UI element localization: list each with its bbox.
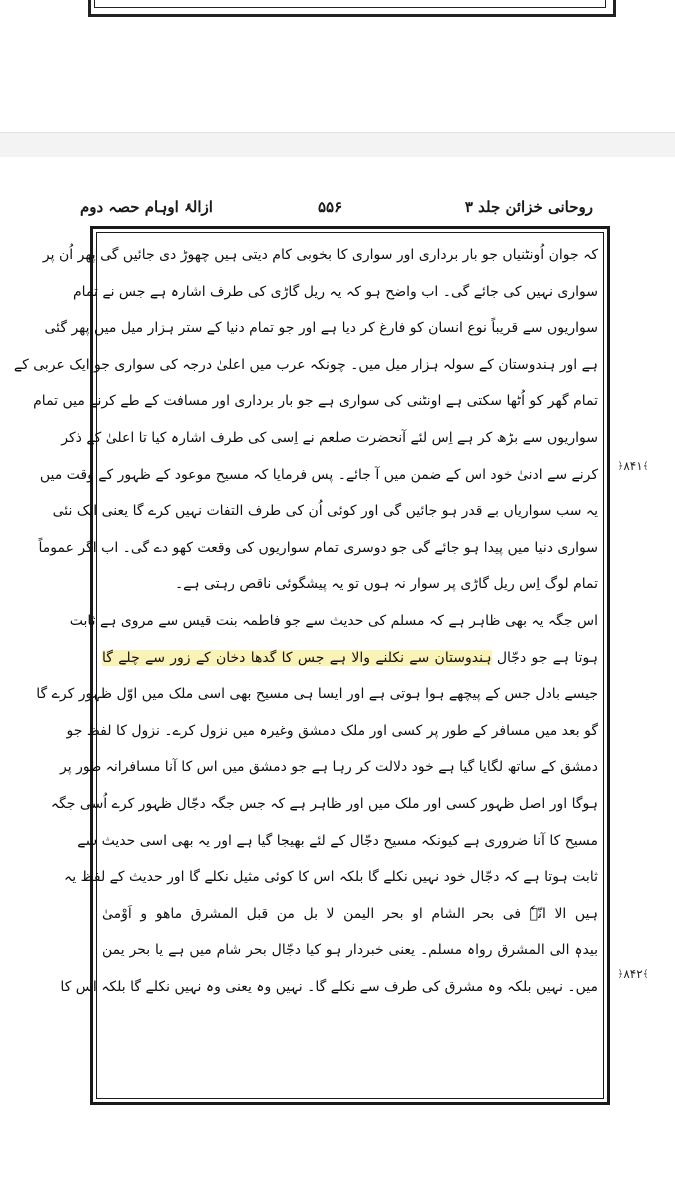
margin-page-marker: ﴾ ۸۴۱ ﴿ — [617, 459, 649, 473]
book-title-header: روحانی خزائن جلد ۳ — [464, 198, 593, 216]
text-line: ہوگا اور اصل ظہور کسی اور ملک میں اور ظاہر ہے کہ جس جگہ دجّال ظہور کرے اُسی جگہ — [50, 795, 598, 812]
text-line: سواریوں سے بڑھ کر ہے اِس لئے آنحضرت صلعم نے اِسی کی طرف اشارہ کیا تا اعلیٰ کے ذکر — [61, 429, 598, 446]
chapter-title-header: ازالۂ اوہام حصہ دوم — [80, 198, 213, 216]
text-line: دمشق کے ساتھ لگایا گیا ہے خود دلالت کر رہا ہے جو دمشق میں اس کا آنا مسافرانہ طور پر — [60, 759, 598, 776]
text-line: یہ سب سواریاں بے قدر ہو جائیں گی اور کوئی اُن کی طرف التفات نہیں کرے گا یعنی ایک نئی — [52, 503, 598, 520]
text-line: جیسے بادل جس کے پیچھے ہوا ہوتی ہے اور ایسا ہی مسیح بھی اسی ملک میں اوّل ظہور کرے گا — [36, 686, 598, 703]
book-page — [0, 157, 675, 1200]
previous-page-fragment — [0, 0, 675, 132]
text-line-highlighted — [100, 640, 600, 677]
page-number: ۵۵۶ — [318, 198, 343, 216]
text-line: ہیں الا انّہٗ فی بحر الشام او بحر الیمن لا بل من قبل المشرق ماھو و اَوْمیٰ — [102, 905, 598, 922]
highlighted-text[interactable]: ہندوستان سے نکلنے والا ہے جس کا گدھا دخان کے زور سے چلے گا — [102, 649, 492, 666]
text-line: ہے اور ہندوستان کے سولہ ہزار میل میں۔ چونکہ عرب میں اعلیٰ درجہ کی سواری جو ایک عربی کے — [13, 356, 598, 373]
text-line: بیدہٖ الی المشرق رواہ مسلم۔ یعنی خبردار ہو کیا دجّال بحر شام میں ہے یا بحر یمن — [102, 942, 598, 959]
text-segment: ہوتا ہے جو دجّال — [491, 649, 598, 666]
previous-page-text-frame-inner — [94, 0, 606, 8]
page-body-text — [13, 237, 600, 1005]
text-line: سواری دنیا میں پیدا ہو جائے گی جو دوسری تمام سواریوں کی وقعت کھو دے گی۔ اب اگر عموماً — [38, 539, 598, 556]
text-line: گو بعد میں مسافر کے طور پر کسی اور ملک دمشق وغیرہ میں نزول کرے۔ نزول کا لفظ جو — [66, 722, 598, 739]
margin-page-marker: ﴾ ۸۴۲ ﴿ — [617, 967, 649, 981]
text-line: سواریوں سے قریباً نوع انسان کو فارغ کر دیا ہے اور جو تمام دنیا کے ستر ہزار میل میں پھر گئی — [44, 320, 598, 337]
text-line: میں۔ نہیں بلکہ وہ مشرق کی طرف سے نکلے گا۔ نہیں وہ یعنی وہ نہیں نکلے گا بلکہ اس کا — [60, 978, 598, 995]
text-line: سواری نہیں کی جائے گی۔ اب واضح ہو کہ یہ ریل گاڑی کی طرف اشارہ ہے جس نے تمام — [73, 283, 598, 300]
text-line: تمام لوگ اِس ریل گاڑی پر سوار نہ ہوں تو یہ پیشگوئی ناقص رہتی ہے۔ — [174, 576, 598, 593]
text-line: اس جگہ یہ بھی ظاہر ہے کہ مسلم کی حدیث سے جو فاطمہ بنت قیس سے مروی ہے ثابت — [69, 612, 598, 629]
text-line: مسیح کا آنا ضروری ہے کیونکہ مسیح دجّال کے لئے بھیجا گیا ہے اور یہ بھی اسی حدیث سے — [77, 832, 598, 849]
text-line: ثابت ہوتا ہے کہ دجّال خود نہیں نکلے گا بلکہ اس کا کوئی مثیل نکلے گا اور حدیث کے لفظ یہ — [64, 869, 598, 886]
text-line: کرنے سے ادنیٰ خود اس کے ضمن میں آ جائے۔ پس فرمایا کہ مسیح موعود کے ظہور کے وقت میں — [39, 466, 598, 483]
text-line: کہ جوان اُونٹنیاں جو بار برداری اور سواری کا بخوبی کام دیتی ہیں چھوڑ دی جائیں گی پھر اُن پر — [42, 247, 598, 263]
page-separator — [0, 132, 675, 158]
text-line: تمام گھر کو اُٹھا سکتی ہے اونٹنی کی سواری ہے جو بار برداری اور مسافت کے طے کرنے میں تمام — [33, 393, 598, 410]
